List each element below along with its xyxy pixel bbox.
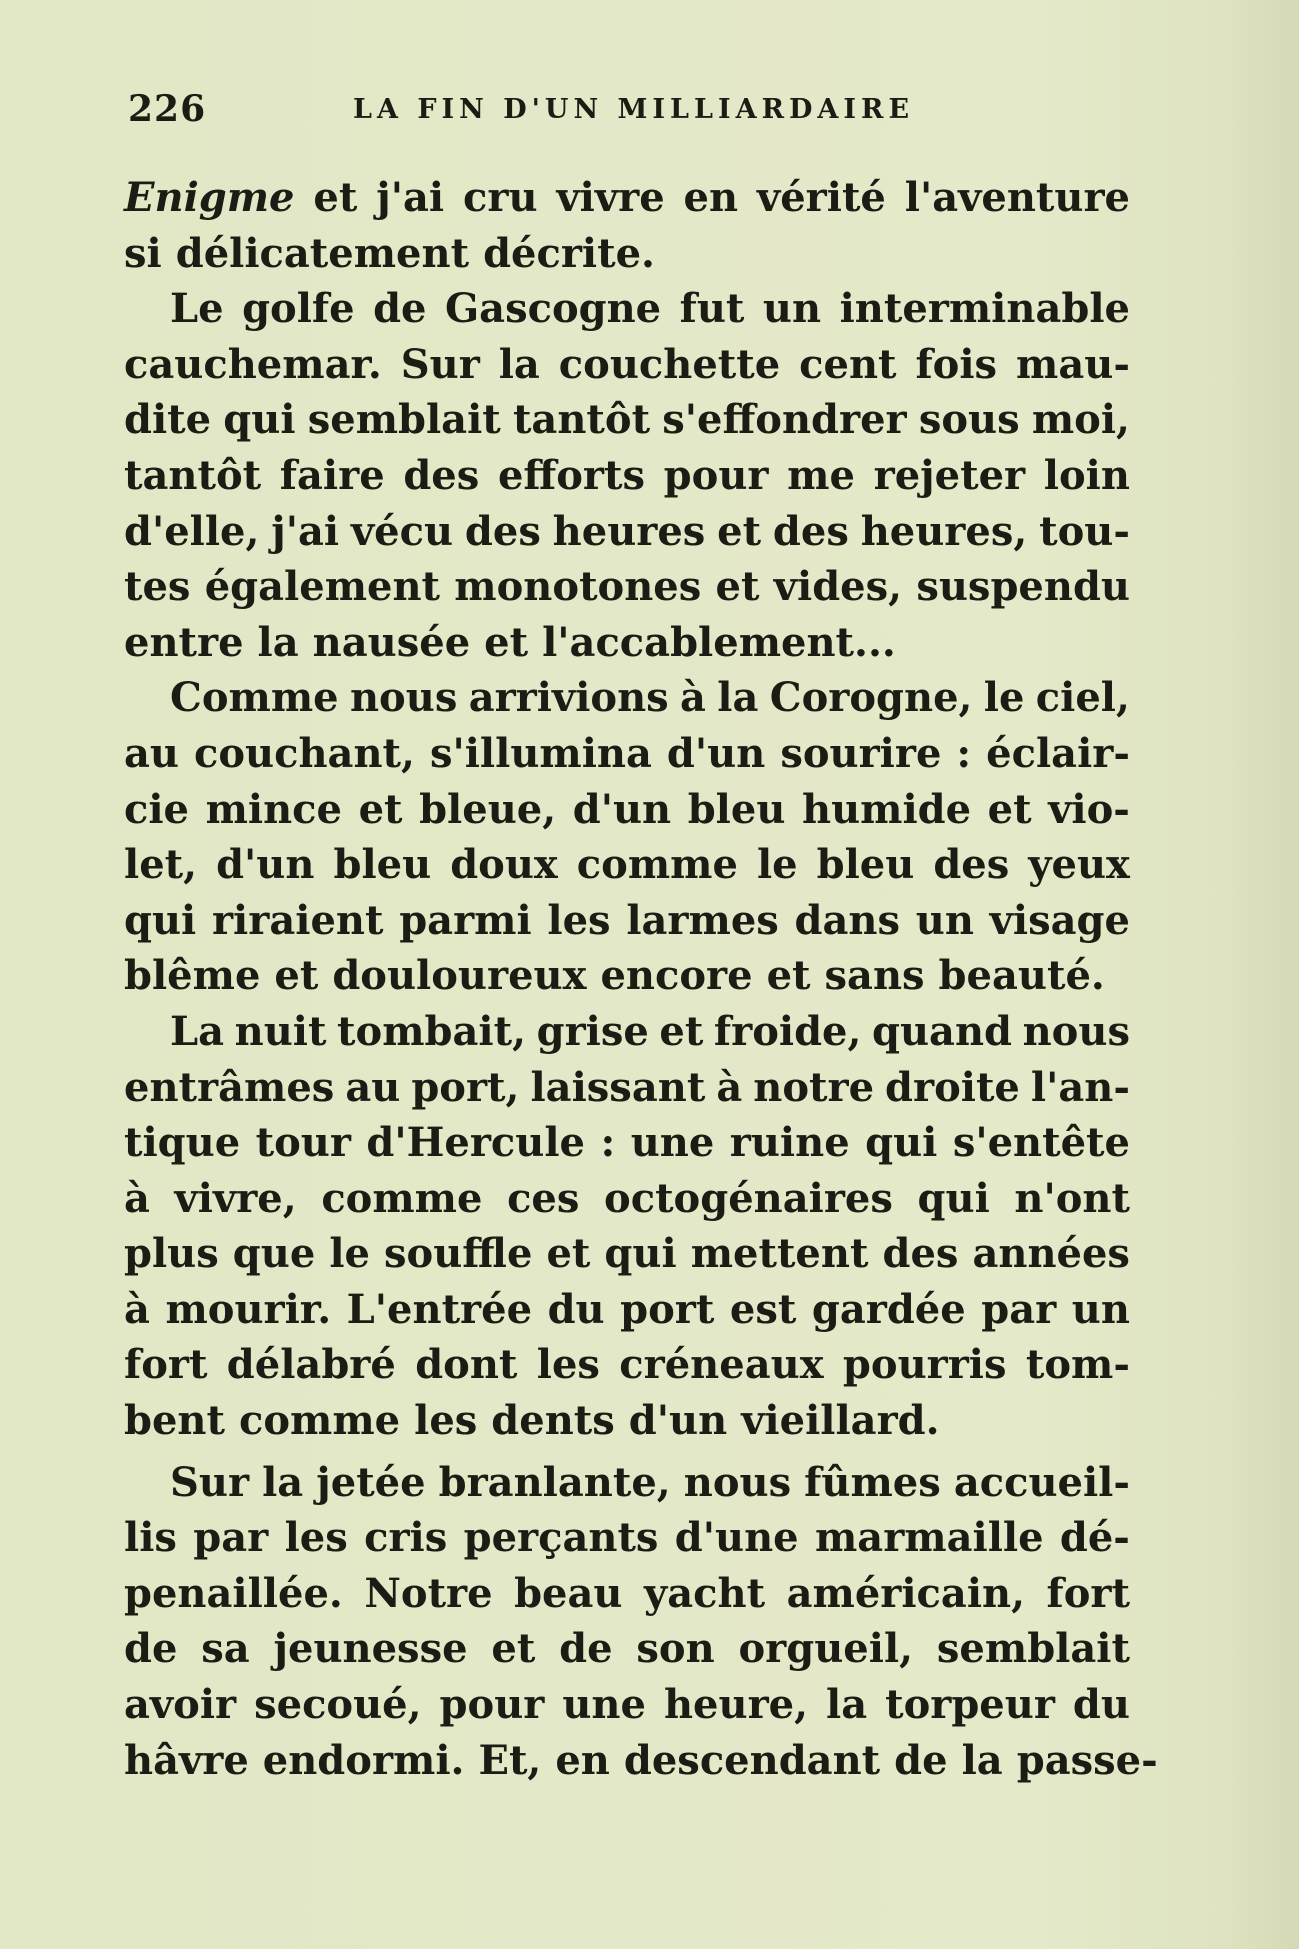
word: plus xyxy=(124,1230,219,1278)
word: secoué, xyxy=(254,1681,422,1729)
word: d'une xyxy=(674,1514,799,1562)
word: douloureux xyxy=(332,952,587,1000)
word: tour xyxy=(255,1119,351,1167)
text-line xyxy=(124,615,1130,671)
word: à xyxy=(124,1174,150,1222)
text-line xyxy=(124,837,1130,893)
text-line xyxy=(124,1621,1130,1677)
text-line xyxy=(124,1455,1130,1511)
word: bent xyxy=(124,1397,225,1445)
text-line xyxy=(124,170,1130,226)
word: heures, xyxy=(860,507,1028,555)
word: des xyxy=(403,451,480,499)
word: à xyxy=(680,674,706,722)
word: et xyxy=(766,952,811,1000)
word: et xyxy=(491,1625,536,1673)
word: faire xyxy=(279,451,385,499)
word: ciel, xyxy=(1035,674,1130,722)
word: mince xyxy=(205,785,342,833)
word: américain, xyxy=(786,1569,1026,1617)
word: heure, xyxy=(663,1681,809,1729)
word: et xyxy=(546,1230,591,1278)
word: dont xyxy=(415,1341,518,1389)
word: Comme xyxy=(170,674,339,722)
word: tombait, xyxy=(337,1007,527,1055)
word: pour xyxy=(663,451,769,499)
word: d'un xyxy=(666,729,766,777)
word: d'elle, xyxy=(124,507,260,555)
running-head xyxy=(128,88,1130,140)
word: est xyxy=(729,1285,797,1333)
word: comme xyxy=(238,1397,401,1445)
word: arrivions xyxy=(468,674,669,722)
word: couchant, xyxy=(194,729,415,777)
word: et xyxy=(274,952,319,1000)
word: visage xyxy=(989,896,1130,944)
word: blême xyxy=(124,952,261,1000)
word: lis xyxy=(124,1514,177,1562)
word: ces xyxy=(507,1174,580,1222)
word: d'un xyxy=(628,1397,728,1445)
word: fort xyxy=(1046,1569,1130,1617)
word: passe- xyxy=(1016,1736,1158,1784)
word: dents xyxy=(491,1397,615,1445)
word: le xyxy=(329,1230,370,1278)
word: années xyxy=(972,1230,1130,1278)
word: nous xyxy=(683,1458,792,1506)
text-line xyxy=(124,1393,1130,1449)
word: s'illumina xyxy=(429,729,652,777)
word: pourris xyxy=(842,1341,1007,1389)
word: perçants xyxy=(463,1514,659,1562)
word: froide, xyxy=(713,1007,862,1055)
word: encore xyxy=(600,952,753,1000)
word: les xyxy=(284,1514,348,1562)
word: mourir. xyxy=(165,1285,332,1333)
text-line xyxy=(124,726,1130,782)
word: hâvre xyxy=(124,1736,249,1784)
text-line xyxy=(124,448,1130,504)
word: n'ont xyxy=(1014,1174,1130,1222)
word: heures xyxy=(552,507,706,555)
word: marmaille xyxy=(814,1514,1044,1562)
word: vérité xyxy=(756,174,886,221)
word: délicatement xyxy=(175,229,470,277)
word: un xyxy=(915,896,974,944)
word: bleue, xyxy=(419,785,557,833)
word: dite xyxy=(124,396,212,444)
word: Corogne, xyxy=(769,674,973,722)
text-line xyxy=(124,504,1130,560)
word: ruine xyxy=(729,1119,850,1167)
word: : xyxy=(956,729,972,777)
word: semblait xyxy=(307,396,501,444)
word: larmes xyxy=(626,896,779,944)
text-line xyxy=(124,559,1130,615)
text-line xyxy=(124,1733,1158,1789)
word: tom- xyxy=(1025,1341,1130,1389)
word: Et, xyxy=(478,1736,542,1784)
word: la xyxy=(257,618,299,666)
word: les xyxy=(414,1397,478,1445)
word: loin xyxy=(1043,451,1130,499)
word: entrâmes xyxy=(124,1063,335,1111)
word: sous xyxy=(918,396,1020,444)
page-number: 226 xyxy=(128,88,207,130)
text-line xyxy=(124,1060,1130,1116)
word: de xyxy=(559,1625,613,1673)
paragraph xyxy=(124,1004,1130,1455)
word: beauté. xyxy=(938,952,1105,1000)
word: des xyxy=(464,507,541,555)
word: l'an- xyxy=(1030,1063,1130,1111)
word: descendant xyxy=(623,1736,881,1784)
paragraph xyxy=(124,170,1130,281)
word: : xyxy=(600,1119,616,1167)
word: semblait xyxy=(936,1625,1130,1673)
word: et xyxy=(484,618,529,666)
paragraph xyxy=(124,1455,1158,1789)
word: l'aventure xyxy=(904,174,1130,221)
word: comme xyxy=(321,1174,483,1222)
word: droite xyxy=(885,1063,1020,1111)
word: j'ai xyxy=(271,507,340,555)
word: sourire xyxy=(780,729,942,777)
word: les xyxy=(547,896,611,944)
word: par xyxy=(193,1514,269,1562)
word: octogénaires xyxy=(604,1174,893,1222)
word: nuit xyxy=(234,1007,327,1055)
word: tes xyxy=(124,563,191,611)
word: d'un xyxy=(572,785,672,833)
text-line xyxy=(124,281,1130,337)
word: bleu xyxy=(687,785,786,833)
word: cru xyxy=(463,174,538,221)
word: qui xyxy=(917,1174,990,1222)
word: et xyxy=(358,785,403,833)
body-text xyxy=(124,170,1158,1788)
word: les xyxy=(536,1341,600,1389)
word: des xyxy=(772,507,849,555)
word: penaillée. xyxy=(124,1569,343,1617)
word: Gascogne xyxy=(445,285,662,333)
word: d'un xyxy=(216,841,315,889)
word: la xyxy=(961,1736,1003,1784)
word: jetée xyxy=(316,1458,426,1506)
word: monotones xyxy=(454,563,702,611)
word: L'entrée xyxy=(346,1285,533,1333)
text-line xyxy=(124,670,1130,726)
word: comme xyxy=(576,841,738,889)
word: et xyxy=(987,785,1032,833)
word: moi, xyxy=(1031,396,1130,444)
word: grise xyxy=(536,1007,649,1055)
word: qui xyxy=(865,1119,938,1167)
paragraph xyxy=(124,670,1130,1004)
word: Sur xyxy=(170,1458,250,1506)
word: s'entête xyxy=(952,1119,1130,1167)
word: let, xyxy=(124,841,198,889)
word: une xyxy=(630,1119,715,1167)
word: la xyxy=(498,340,540,388)
word: vivre, xyxy=(174,1174,297,1222)
word: branlante, xyxy=(438,1458,671,1506)
word: efforts xyxy=(497,451,645,499)
word: s'effondrer xyxy=(662,396,907,444)
word: suspendu xyxy=(916,563,1130,611)
word: accueil- xyxy=(953,1458,1130,1506)
word: éclair- xyxy=(986,729,1130,777)
word: humide xyxy=(801,785,972,833)
word: nous xyxy=(349,674,458,722)
word: du xyxy=(547,1285,605,1333)
word: décrite. xyxy=(483,229,655,277)
paragraph xyxy=(124,281,1130,670)
text-line xyxy=(124,392,1130,448)
word: fut xyxy=(679,285,745,333)
word: à xyxy=(124,1285,150,1333)
text-line xyxy=(124,1677,1130,1733)
word: nous xyxy=(1022,1007,1130,1055)
text-line xyxy=(124,1226,1130,1282)
word: au xyxy=(124,729,179,777)
word: qui xyxy=(604,1230,677,1278)
word: endormi. xyxy=(262,1736,465,1784)
word: doux xyxy=(450,841,558,889)
text-line xyxy=(124,782,1130,838)
word: qui xyxy=(124,896,197,944)
word: vécu xyxy=(350,507,454,555)
text-line xyxy=(124,1282,1130,1338)
text-line xyxy=(124,1510,1130,1566)
word: de xyxy=(124,1625,178,1673)
word: yeux xyxy=(1028,841,1130,889)
word: quand xyxy=(871,1007,1013,1055)
word: le xyxy=(756,841,798,889)
word: golfe xyxy=(242,285,355,333)
word: que xyxy=(232,1230,316,1278)
word: des xyxy=(933,841,1010,889)
word: Le xyxy=(170,285,224,333)
word: nausée xyxy=(312,618,471,666)
word: yacht xyxy=(644,1569,766,1617)
word: interminable xyxy=(839,285,1130,333)
word: rejeter xyxy=(873,451,1026,499)
word: notre xyxy=(753,1063,875,1111)
text-line xyxy=(124,1566,1130,1622)
word: d'Hercule xyxy=(366,1119,586,1167)
word: parmi xyxy=(399,896,532,944)
word: orgueil, xyxy=(738,1625,914,1673)
word: créneaux xyxy=(619,1341,824,1389)
word: port xyxy=(620,1285,715,1333)
word: Notre xyxy=(364,1569,493,1617)
word: pour xyxy=(439,1681,545,1729)
word: de xyxy=(894,1736,948,1784)
word: vieillard. xyxy=(741,1397,940,1445)
word: fûmes xyxy=(804,1458,941,1506)
word: à xyxy=(716,1063,743,1111)
word: le xyxy=(983,674,1025,722)
word: des xyxy=(882,1230,959,1278)
word: gardée xyxy=(811,1285,966,1333)
word: fort xyxy=(124,1341,208,1389)
word: fois xyxy=(915,340,998,388)
word: cris xyxy=(364,1514,448,1562)
word: dé- xyxy=(1059,1514,1130,1562)
word: souffle xyxy=(384,1230,533,1278)
word: et xyxy=(715,563,760,611)
word: et xyxy=(313,174,358,221)
word: et xyxy=(717,507,762,555)
word: par xyxy=(981,1285,1057,1333)
word: bleu xyxy=(816,841,915,889)
word: si xyxy=(124,229,162,277)
word: la xyxy=(262,1458,304,1506)
text-line xyxy=(124,1115,1130,1171)
text-line xyxy=(124,1171,1130,1227)
word: laissant xyxy=(530,1063,706,1111)
word: un xyxy=(762,285,822,333)
word: du xyxy=(1072,1681,1130,1729)
word: un xyxy=(1071,1285,1130,1333)
word: sa xyxy=(201,1625,250,1673)
text-line xyxy=(124,1004,1130,1060)
word: beau xyxy=(514,1569,623,1617)
text-line xyxy=(124,893,1130,949)
book-title: LA FIN D'UN MILLIARDAIRE xyxy=(353,94,915,125)
word: de xyxy=(373,285,427,333)
text-line xyxy=(124,948,1130,1004)
word: cent xyxy=(799,340,897,388)
word: torpeur xyxy=(885,1681,1055,1729)
word: dans xyxy=(794,896,901,944)
word: tique xyxy=(124,1119,241,1167)
text-line xyxy=(124,1337,1130,1393)
word: en xyxy=(555,1736,610,1784)
word: cauchemar. xyxy=(124,340,382,388)
word: La xyxy=(170,1007,225,1055)
word: vides, xyxy=(773,563,903,611)
italic-word: Enigme xyxy=(124,174,295,221)
word: riraient xyxy=(211,896,384,944)
word: une xyxy=(562,1681,646,1729)
word: avoir xyxy=(124,1681,237,1729)
word: et xyxy=(659,1007,704,1055)
word: Sur xyxy=(400,340,480,388)
word: port, xyxy=(411,1063,520,1111)
word: cie xyxy=(124,785,189,833)
word: bleu xyxy=(333,841,432,889)
word: la xyxy=(717,674,759,722)
word: entre xyxy=(124,618,244,666)
word: au xyxy=(345,1063,401,1111)
word: vio- xyxy=(1048,785,1130,833)
word: tou- xyxy=(1039,507,1130,555)
word: tantôt xyxy=(512,396,651,444)
word: en xyxy=(683,174,739,221)
word: jeunesse xyxy=(273,1625,468,1673)
word: la xyxy=(826,1681,868,1729)
word: j'ai xyxy=(376,174,445,221)
word: son xyxy=(636,1625,715,1673)
text-line xyxy=(124,226,1130,282)
text-line xyxy=(124,337,1130,393)
word: l'accablement... xyxy=(542,618,896,666)
word: tantôt xyxy=(124,451,262,499)
word: me xyxy=(787,451,855,499)
word: sans xyxy=(824,952,925,1000)
word: également xyxy=(204,563,441,611)
word: mau- xyxy=(1016,340,1130,388)
word: mettent xyxy=(690,1230,869,1278)
word: délabré xyxy=(226,1341,396,1389)
word: couchette xyxy=(558,340,781,388)
word: qui xyxy=(223,396,296,444)
word: vivre xyxy=(556,174,665,221)
